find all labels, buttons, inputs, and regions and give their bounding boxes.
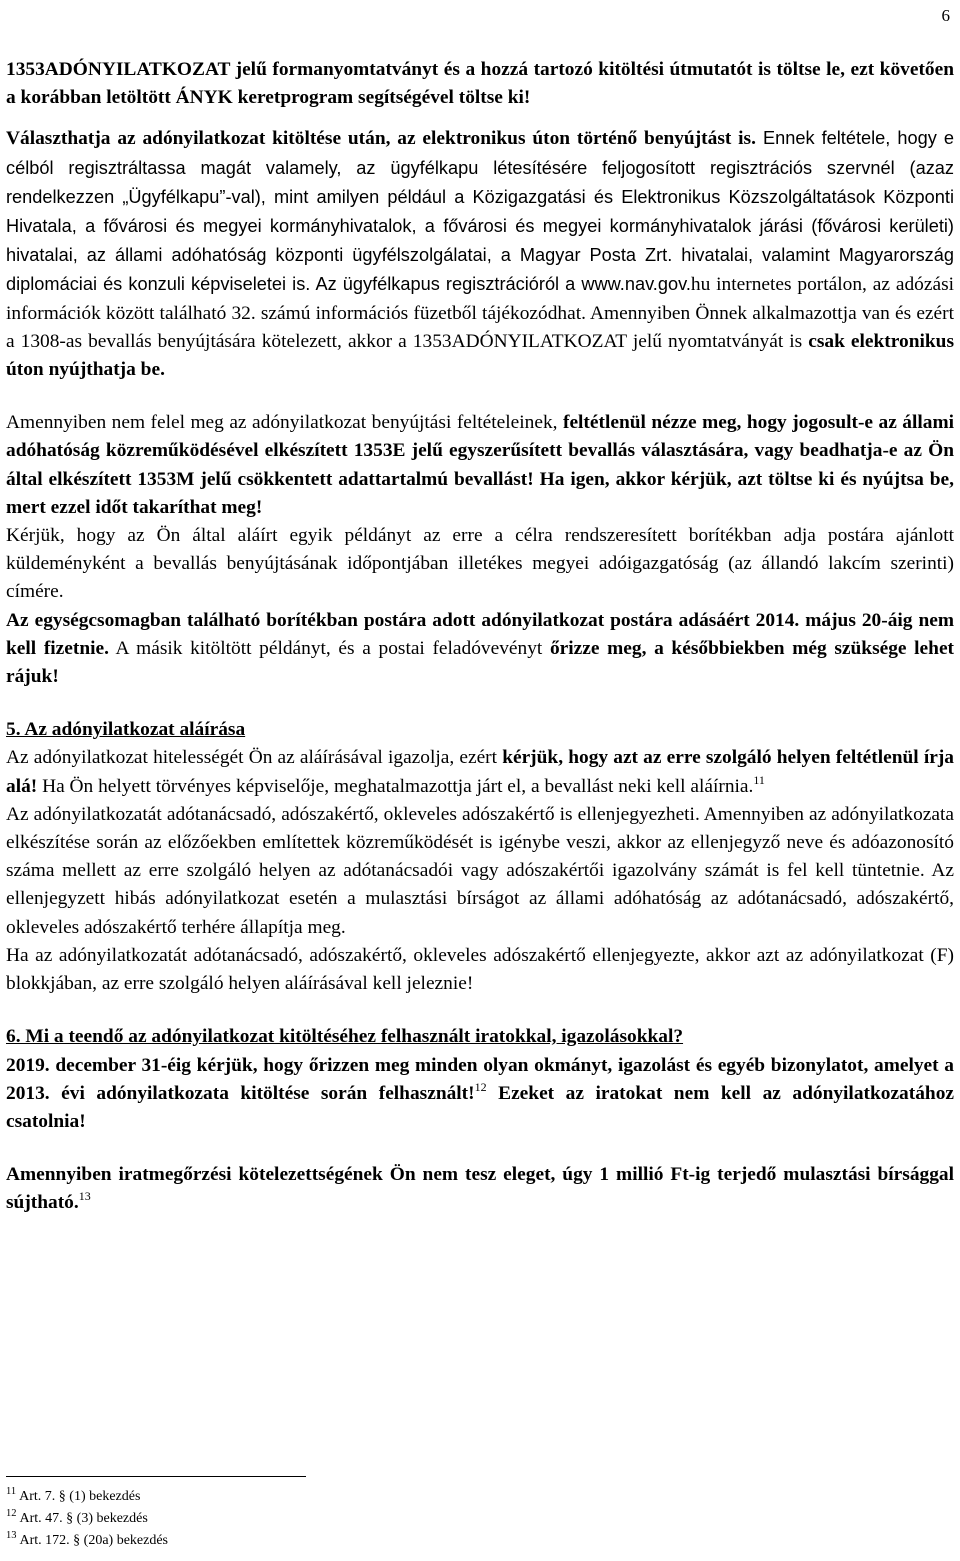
page-number: 6 — [941, 6, 950, 25]
footnote-ref-12: 12 — [474, 1079, 487, 1094]
paragraph-download-form: 1353ADÓNYILATKOZAT jelű formanyomtatványt és a hozzá tartozó kitöltési útmutatót is töltse le, ezt követően a korábban letöltött ÁNYK keretprogram segítségével töltse ki! — [6, 59, 954, 109]
footnote-separator — [6, 1476, 306, 1477]
footnotes — [6, 1486, 406, 1552]
paragraph-countersign-block-f: Ha az adónyilatkozatát adótanácsadó, adószakértő, okleveles adószakértő ellenjegyezte, akkor azt az adónyilatkozat (F) blokkjában, az erre szolgáló helyen aláírásával kell jeleznie! — [6, 944, 954, 995]
document-body — [6, 56, 954, 1218]
paragraph-postal-submission: Kérjük, hogy az Ön által aláírt egyik példányt az erre a célra rendszeresített borítékban adja postára ajánlott küldeményként a bevallás benyújtásának időpontjában illetékes megyei adóigazgatóság (az állandó lakcím szerinti) címére. — [6, 525, 954, 603]
paragraph-simplified-return: Amennyiben nem felel meg az adónyilatkozat benyújtási feltételeinek, feltétlenül nézze meg, hogy jogosult-e az állami adóhatóság közreműködésével elkészített 1353E jelű egyszerűsített bevallás választására, vagy beadhatja-e az Ön által elkészített 1353M jelű csökkentett adattartalmú bevallást! Ha igen, akkor kérjük, azt töltse ki és nyújtsa be, mert ezzel időt takaríthat meg! — [6, 412, 954, 518]
footnote-11: $^{11}$ Art. 7. § (1) bekezdés — [6, 1486, 141, 1504]
section-heading-documents: 6. Mi a teendő az adónyilatkozat kitöltéséhez felhasznált iratokkal, igazolásokkal? — [6, 1026, 684, 1048]
paragraph-electronic-submission: Választhatja az adónyilatkozat kitöltése után, az elektronikus úton történő benyújtást is. Ennek feltétele, hogy e célból regisztráltassa magát valamely, az ügyfélkapu létesítésére feljogosított regisztrációs szervnél (azaz rendelkezzen „Ügyfélkapu”-val), mint amilyen például a Közigazgatási és Elektronikus Közszolgáltatások Központi Hivatala, a fővárosi és megyei kormányhivatalok, a fővárosi és megyei kormányhivatalok járási (fővárosi kerületi) hivatalai, az állami adóhatóság központi ügyfélszolgálatai, a Magyar Posta Zrt. hivatalai, valamint Magyarország diplomáciai és konzuli képviseletei is. Az ügyfélkapus regisztrációról a www.nav.gov.hu internetes portálon, az adózási információk között található 32. számú információs füzetből tájékozódhat. Amennyiben Önnek alkalmazottja van és ezért a 1308-as bevallás benyújtására kötelezett, akkor a 1353ADÓNYILATKOZAT jelű nyomtatványát is csak elektronikus úton nyújthatja be. — [6, 128, 954, 381]
footnote-13: $^{13}$ Art. 172. § (20a) bekezdés — [6, 1530, 169, 1548]
paragraph-countersign: Az adónyilatkozatát adótanácsadó, adószakértő, okleveles adószakértő is ellenjegyezheti. Amennyiben az adónyilatkozata elkészítése során az előzőekben említettek közreműködését is igénybe veszi, akkor az ellenjegyző neve és adóazonosító száma mellett az erre szolgáló helyen az adótanácsadói vagy adószakértői igazolvány számát is fel kell tüntetnie. Az ellenjegyzett hibás adónyilatkozat esetén a mulasztási bírságot az állami adóhatóság az adótanácsadó, adószakértő, okleveles adószakértő terhére állapítja meg. — [6, 803, 954, 938]
footnote-ref-11: 11 — [753, 772, 765, 787]
paragraph-penalty: Amennyiben iratmegőrzési kötelezettségének Ön nem tesz eleget, úgy 1 millió Ft-ig terjedő mulasztási bírsággal sújtható.$^{13}$ — [6, 1164, 954, 1214]
section-heading-signature: 5. Az adónyilatkozat aláírása — [6, 719, 246, 741]
paragraph-postage-free: Az egységcsomagban található borítékban postára adott adónyilatkozat postára adásáért 2014. május 20-áig nem kell fizetnie. A másik kitöltött példányt, és a postai feladóvevényt őrizze meg, a későbbiekben még szüksége lehet rájuk! — [6, 609, 955, 688]
paragraph-signature: Az adónyilatkozat hitelességét Ön az aláírásával igazolja, ezért kérjük, hogy azt az erre szolgáló helyen feltétlenül írja alá! Ha Ön helyett törvényes képviselője, meghatalmazottja járt el, a bevallást neki kell aláírnia.$^{11}$ — [6, 747, 954, 797]
footnote-12: $^{12}$ Art. 47. § (3) bekezdés — [6, 1508, 148, 1526]
footnote-ref-13: 13 — [78, 1189, 91, 1204]
paragraph-document-retention: 2019. december 31-éig kérjük, hogy őrizzen meg minden olyan okmányt, igazolást és egyéb bizonylatot, amelyet a 2013. évi adónyilatkozata kitöltése során felhasznált!$^{12}$ Ezeket az iratokat nem kell az adónyilatkozatához csatolnia! — [6, 1054, 954, 1132]
